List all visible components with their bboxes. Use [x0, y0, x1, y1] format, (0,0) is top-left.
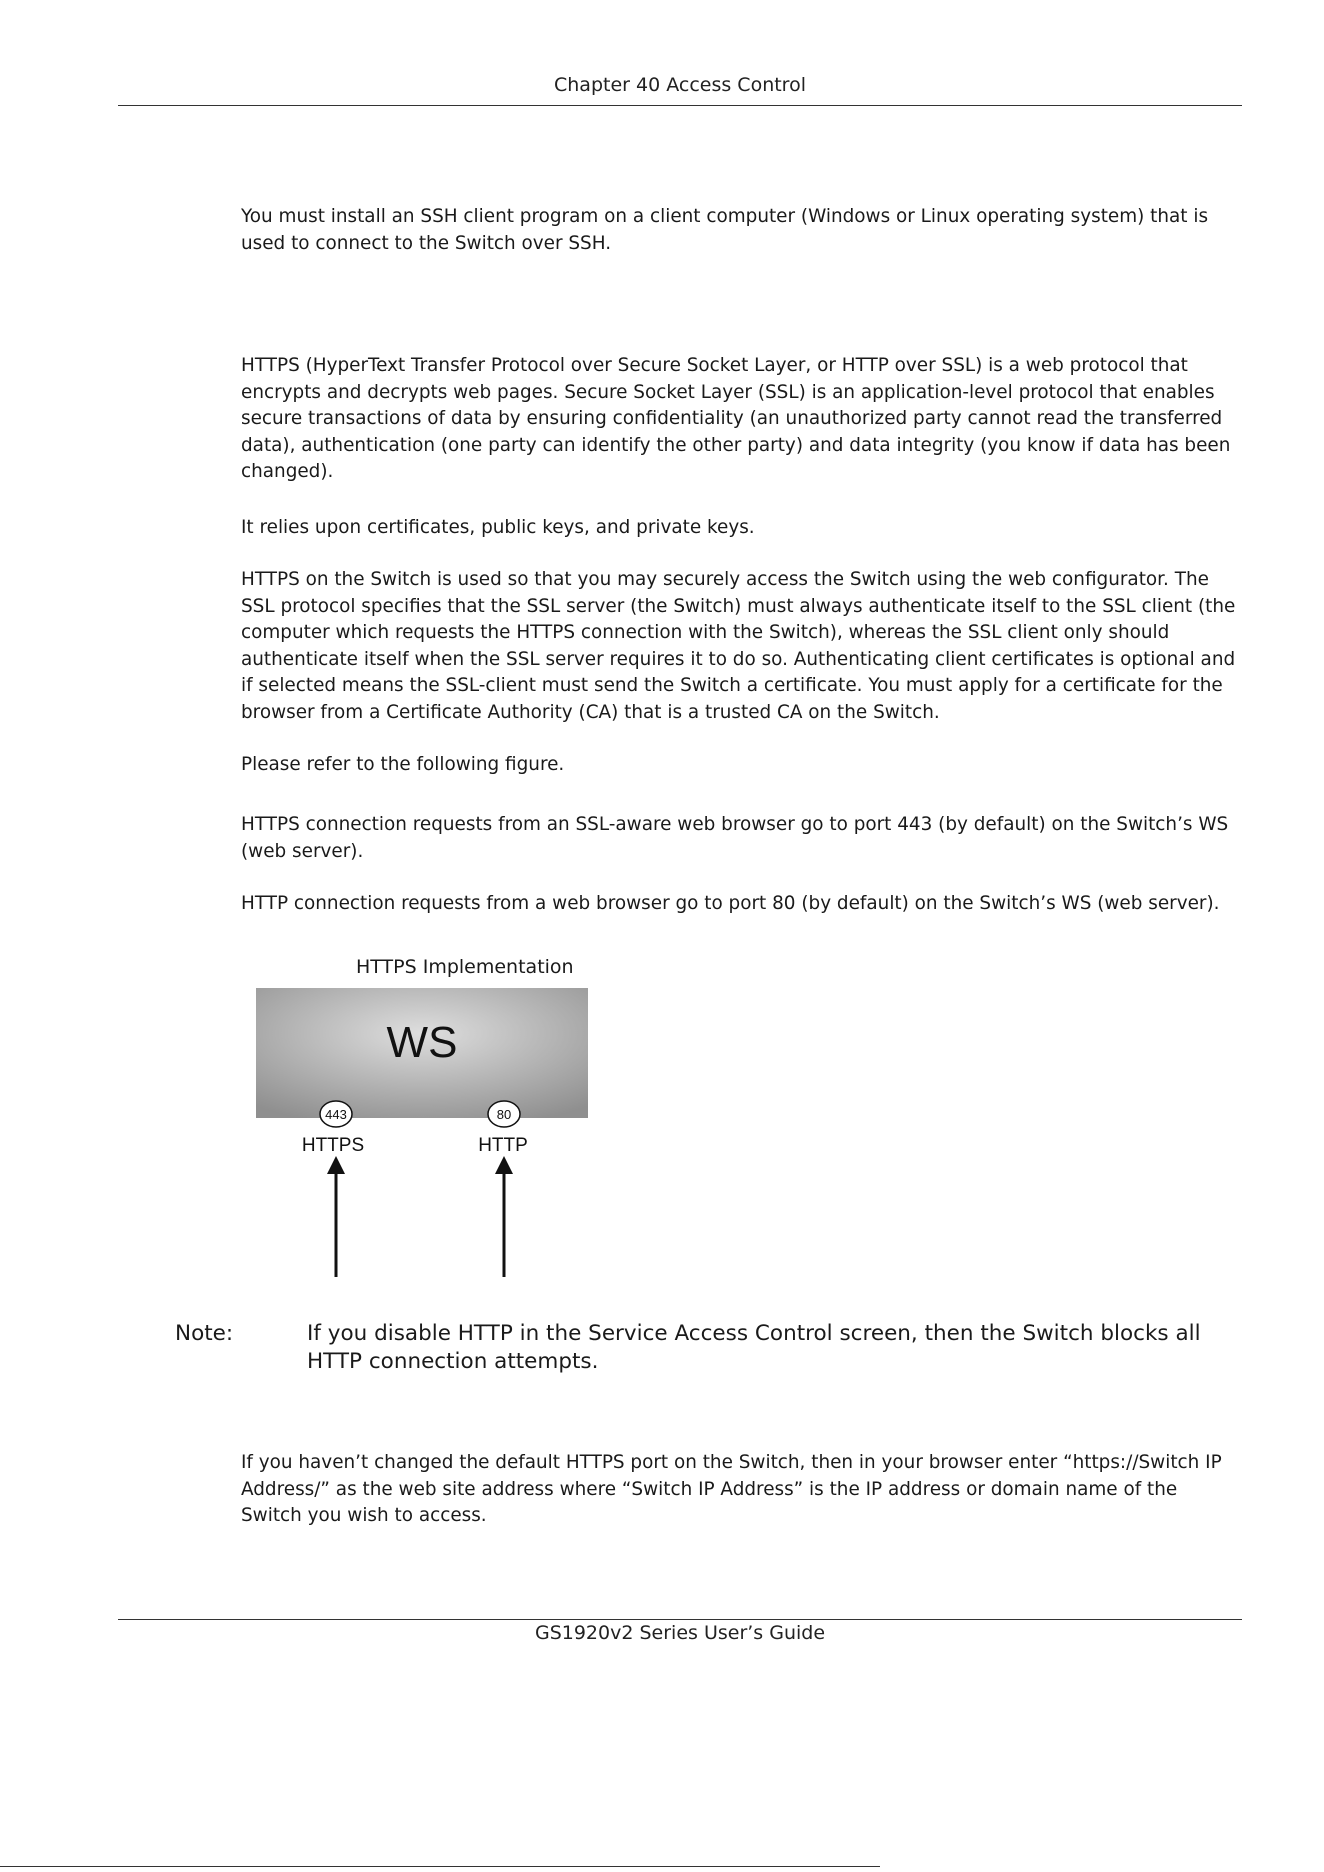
figure-drawing — [250, 985, 595, 1285]
https-requests-paragraph: HTTPS connection requests from an SSL-aware web browser go to port 443 (by default) on the Switch’s WS (web server). — [241, 814, 1229, 862]
figure-title: HTTPS Implementation — [356, 956, 574, 978]
note-body — [175, 1320, 1251, 1376]
port-80-label: 80 — [496, 1107, 512, 1122]
footer-rule — [118, 1619, 1242, 1620]
note-block — [175, 1320, 1251, 1376]
http-requests-paragraph: HTTP connection requests from a web browser go to port 80 (by default) on the Switch’s WS (web server). — [241, 893, 1220, 914]
note-text: If you disable HTTP in the Service Access Control screen, then the Switch blocks all HTTP connection attempts. — [307, 1321, 1201, 1374]
ssh-client-paragraph: You must install an SSH client program on a client computer (Windows or Linux operating system) that is used to connect to the Switch over SSH. — [241, 206, 1209, 254]
refer-paragraph: Please refer to the following figure. — [241, 754, 565, 775]
https-switch-paragraph: HTTPS on the Switch is used so that you may securely access the Switch using the web configurator. The SSL protocol specifies that the SSL server (the Switch) must always authenticate itself to the SSL client (the computer which requests the HTTPS connection with the Switch), whereas the SSL client only should authenticate itself when the SSL server requires it to do so. Authenticating client certificates is optional and if selected means the SSL-client must send the Switch a certificate. You must apply for a certificate for the browser from a Certificate Authority (CA) that is a trusted CA on the Switch. — [241, 569, 1236, 723]
chapter-title: Chapter 40 Access Control — [554, 74, 806, 96]
scan-edge-line — [0, 1866, 880, 1867]
header-rule — [118, 105, 1242, 106]
guide-title: GS1920v2 Series User’s Guide — [534, 1622, 826, 1644]
https-intro-paragraph: HTTPS (HyperText Transfer Protocol over Secure Socket Layer, or HTTP over SSL) is a web protocol that encrypts and decrypts web pages. Secure Socket Layer (SSL) is an application-level protocol that enables secure transactions of data by ensuring confidentiality (an unauthorized party cannot read the transferred data), authentication (one party can identify the other party) and data integrity (you know if data has been changed). — [241, 355, 1231, 483]
note-prefix: Note: — [175, 1321, 234, 1346]
browser-paragraph: If you haven’t changed the default HTTPS port on the Switch, then in your browser enter “https://Switch IP Address/” as the web site address where “Switch IP Address” is the IP address or domain name of the Switch you wish to access. — [241, 1452, 1222, 1527]
relies-paragraph: It relies upon certificates, public keys, and private keys. — [241, 517, 755, 538]
ws-label: WS — [386, 1018, 458, 1067]
https-protocol-label: HTTPS — [301, 1135, 365, 1156]
https-implementation-figure — [250, 985, 595, 1285]
http-protocol-label: HTTP — [478, 1135, 528, 1156]
port-443-label: 443 — [325, 1107, 347, 1122]
